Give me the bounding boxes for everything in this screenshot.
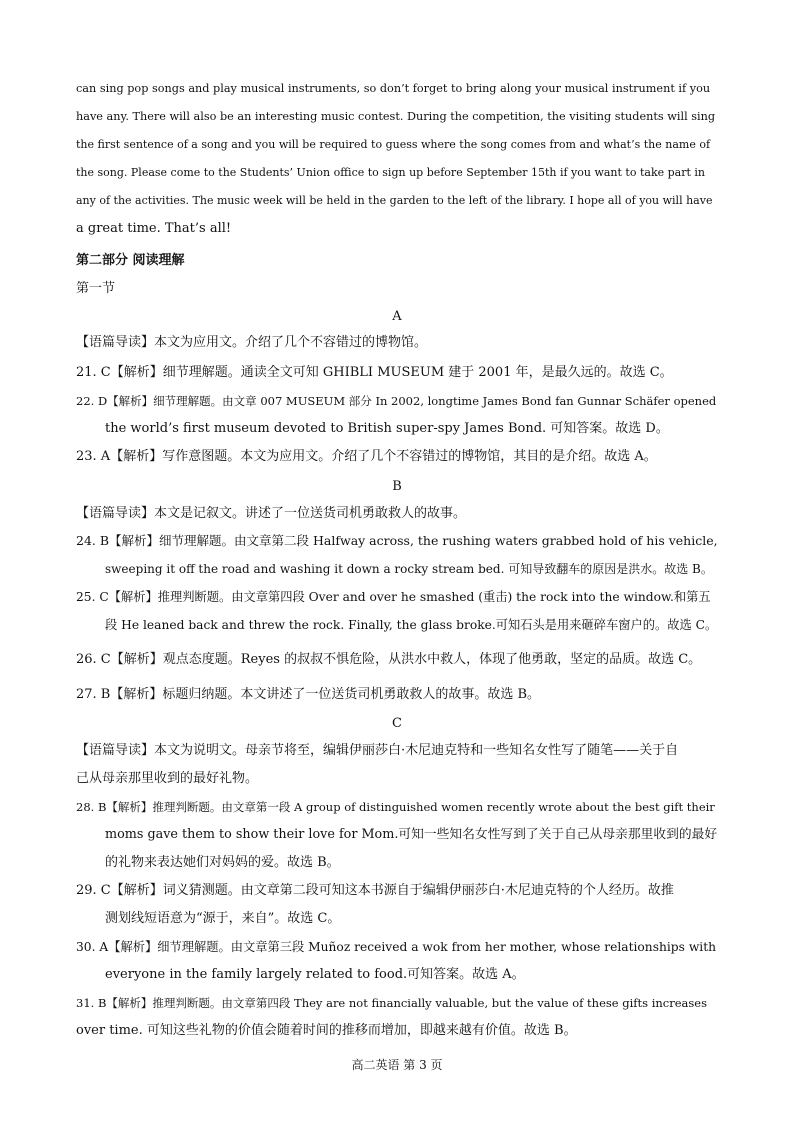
answer-23: 23. A【解析】写作意图题。本文为应用文。介绍了几个不容错过的博物馆，其目的是介绍。故选 A。 bbox=[76, 449, 657, 464]
answer-26: 26. C【解析】观点态度题。Reyes 的叔叔不惧危险，从洪水中救人，体现了他勇敢，坚定的品质。故选 C。 bbox=[76, 652, 702, 667]
passage-b-label: B bbox=[392, 479, 402, 494]
answer-29: 29. C【解析】词义猜测题。由文章第二段可知这本书源自于编辑伊丽莎白·木尼迪克特的个人经历。故推 bbox=[76, 883, 674, 898]
part-title: 第二部分 阅读理解 bbox=[76, 253, 185, 268]
answer-25-cont: 段 He leaned back and threw the rock. Finally, the glass broke.可知石头是用来砸碎车窗户的。故选 C。 bbox=[105, 618, 718, 632]
answer-25: 25. C【解析】推理判断题。由文章第四段 Over and over he smashed (重击) the rock into the window.和第五 bbox=[76, 590, 711, 604]
listening-text-line: have any. There will also be an interesting music contest. During the competition, the visiting students will sing bbox=[76, 110, 716, 123]
answer-28-cont: 的礼物来表达她们对妈妈的爱。故选 B。 bbox=[105, 855, 340, 870]
passage-c-label: C bbox=[392, 716, 402, 731]
answer-28-cont: moms gave them to show their love for Mom.可知一些知名女性写到了关于自己从母亲那里收到的最好 bbox=[105, 827, 718, 842]
answer-28: 28. B【解析】推理判断题。由文章第一段 A group of distinguished women recently wrote about the best gift their bbox=[76, 800, 715, 814]
answer-30-cont: everyone in the family largely related to food.可知答案。故选 A。 bbox=[105, 967, 525, 982]
listening-text-line: a great time. That’s all! bbox=[76, 221, 232, 236]
answer-21: 21. C【解析】细节理解题。通读全文可知 GHIBLI MUSEUM 建于 2001 年，是最久远的。故选 C。 bbox=[76, 365, 673, 380]
passage-a-guide: 【语篇导读】本文为应用文。介绍了几个不容错过的博物馆。 bbox=[76, 335, 428, 350]
section-title: 第一节 bbox=[76, 281, 116, 296]
passage-b-guide: 【语篇导读】本文是记叙文。讲述了一位送货司机勇敢救人的故事。 bbox=[76, 506, 467, 521]
listening-text-line: can sing pop songs and play musical instruments, so don’t forget to bring along your musical instrument if you bbox=[76, 82, 711, 95]
answer-24: 24. B【解析】细节理解题。由文章第二段 Halfway across, the rushing waters grabbed hold of his vehicle, bbox=[76, 533, 718, 548]
answer-22: 22. D【解析】细节理解题。由文章 007 MUSEUM 部分 In 2002, longtime James Bond fan Gunnar Schäfer opened bbox=[76, 394, 717, 408]
page-footer: 高二英语 第 3 页 bbox=[351, 1058, 443, 1072]
answer-22-cont: the world’s first museum devoted to British super-spy James Bond. 可知答案。故选 D。 bbox=[105, 421, 669, 436]
passage-c-guide: 【语篇导读】本文为说明文。母亲节将至，编辑伊丽莎白·木尼迪克特和一些知名女性写了随笔——关于自 bbox=[76, 743, 679, 758]
answer-31-cont: over time. 可知这些礼物的价值会随着时间的推移而增加，即越来越有价值。故选 B。 bbox=[76, 1023, 577, 1038]
answer-29-cont: 测划线短语意为“源于，来自”。故选 C。 bbox=[105, 911, 341, 926]
listening-text-line: the first sentence of a song and you will be required to guess where the song comes from and what’s the name of bbox=[76, 138, 711, 151]
listening-text-line: the song. Please come to the Students’ Union office to sign up before September 15th if you want to take part in bbox=[76, 166, 705, 179]
passage-a-label: A bbox=[392, 309, 402, 324]
passage-c-guide-cont: 己从母亲那里收到的最好礼物。 bbox=[76, 771, 259, 786]
answer-24-cont: sweeping it off the road and washing it down a rocky stream bed. 可知导致翻车的原因是洪水。故选 B。 bbox=[105, 562, 713, 576]
answer-27: 27. B【解析】标题归纳题。本文讲述了一位送货司机勇敢救人的故事。故选 B。 bbox=[76, 687, 541, 702]
answer-31: 31. B【解析】推理判断题。由文章第四段 They are not financially valuable, but the value of these gifts increases bbox=[76, 996, 708, 1010]
answer-30: 30. A【解析】细节理解题。由文章第三段 Muñoz received a wok from her mother, whose relationships with bbox=[76, 940, 717, 954]
listening-text-line: any of the activities. The music week will be held in the garden to the left of the library. I hope all of you will have bbox=[76, 194, 713, 207]
